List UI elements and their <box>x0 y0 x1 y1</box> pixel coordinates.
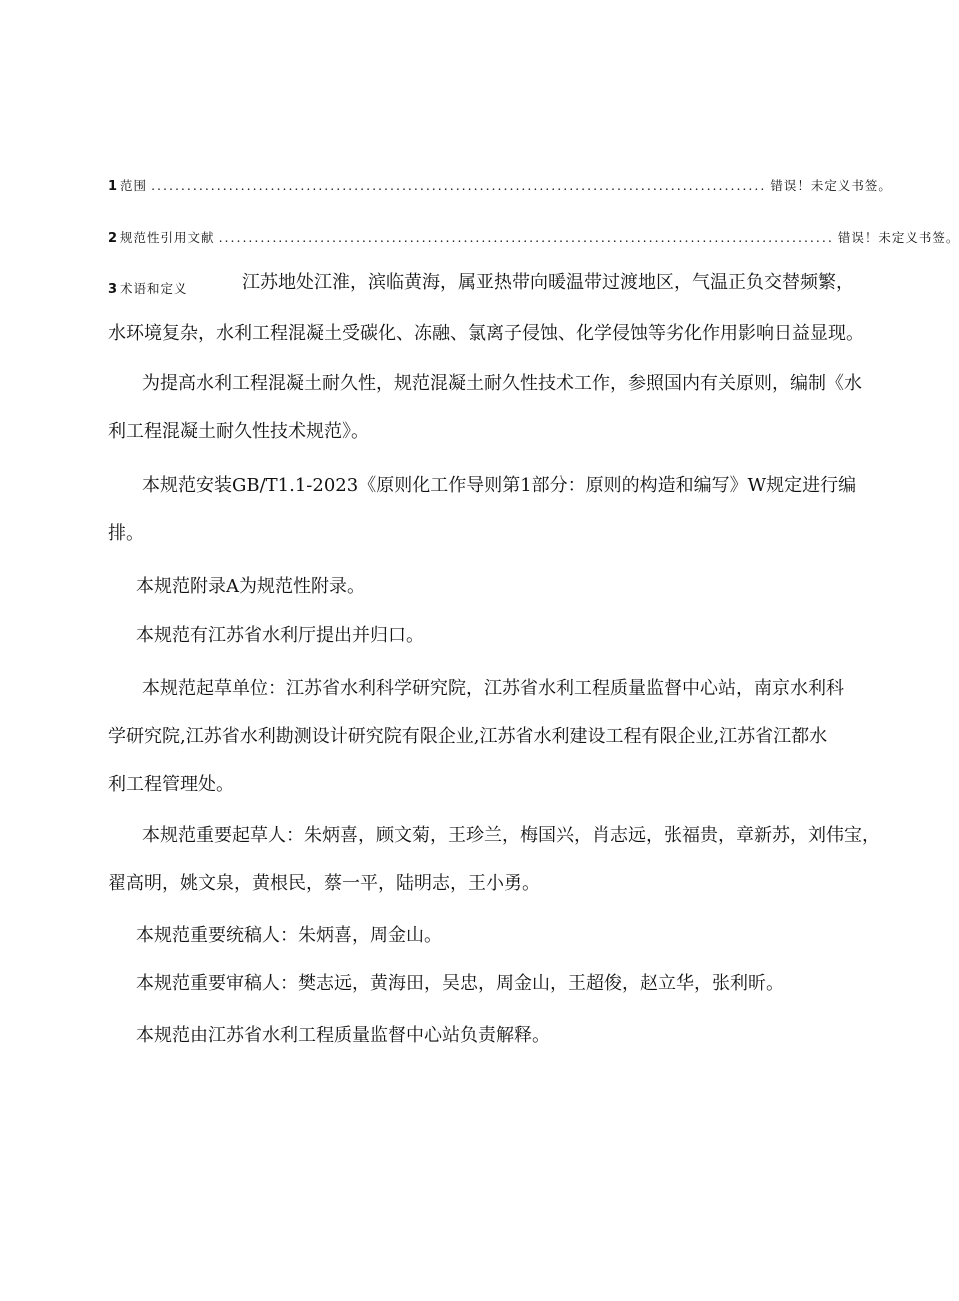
toc-title: 范围 <box>120 178 148 193</box>
toc-entry-1[interactable] <box>108 176 892 198</box>
toc-leader-dots: ....................................................................................................... <box>218 230 834 245</box>
interpretation-paragraph: 本规范由江苏省水利工程质量监督中心站负责解释。 <box>136 1025 550 1046</box>
toc-page-ref: 错误！未定义书签。 <box>837 230 959 245</box>
purpose-paragraph: 为提高水利工程混凝土耐久性，规范混凝土耐久性技术工作，参照国内有关原则，编制《水 利工程混凝土耐久性技术规范》。 <box>108 373 862 442</box>
standard-paragraph: 本规范安装GB/T1.1-2023《原则化工作导则第1部分：原则的构造和编写》W规定进行编 排。 <box>108 475 857 544</box>
toc-number: 2 <box>108 231 119 246</box>
drafters-paragraph: 本规范重要起草人：朱炳喜，顾文菊，王珍兰，梅国兴，肖志远，张福贵，章新苏，刘伟宝， 翟高明，姚文泉，黄根民，蔡一平，陆明志，王小勇。 <box>108 825 880 894</box>
toc-leader-dots: ....................................................................................................... <box>151 178 767 193</box>
toc-page-ref: 错误！未定义书签。 <box>770 178 892 193</box>
toc-number: 1 <box>108 179 119 194</box>
reviewers-paragraph: 本规范重要审稿人：樊志远，黄海田，吴忠，周金山，王超俊，赵立华，张利昕。 <box>136 973 784 994</box>
authority-paragraph: 本规范有江苏省水利厅提出并归口。 <box>136 625 424 646</box>
drafting-units-paragraph: 本规范起草单位：江苏省水利科学研究院，江苏省水利工程质量监督中心站，南京水利科 学研究院,江苏省水利勘测设计研究院有限企业,江苏省水利建设工程有限企业,江苏省江都水 利工程管理处。 <box>108 678 844 795</box>
toc-title: 规范性引用文献 <box>120 230 215 245</box>
toc-number: 3 <box>108 282 119 297</box>
toc-entry-3[interactable] <box>108 279 238 301</box>
intro-paragraph-line-2: 水环境复杂，水利工程混凝土受碳化、冻融、氯离子侵蚀、化学侵蚀等劣化作用影响日益显现。 <box>108 323 864 344</box>
intro-paragraph-line-1: 江苏地处江淮，滨临黄海，属亚热带向暖温带过渡地区，气温正负交替频繁， <box>242 272 854 293</box>
appendix-paragraph: 本规范附录A为规范性附录。 <box>136 576 365 597</box>
toc-title: 术语和定义 <box>120 281 188 296</box>
toc-entry-2[interactable] <box>108 228 959 250</box>
compilers-paragraph: 本规范重要统稿人：朱炳喜，周金山。 <box>136 925 442 946</box>
